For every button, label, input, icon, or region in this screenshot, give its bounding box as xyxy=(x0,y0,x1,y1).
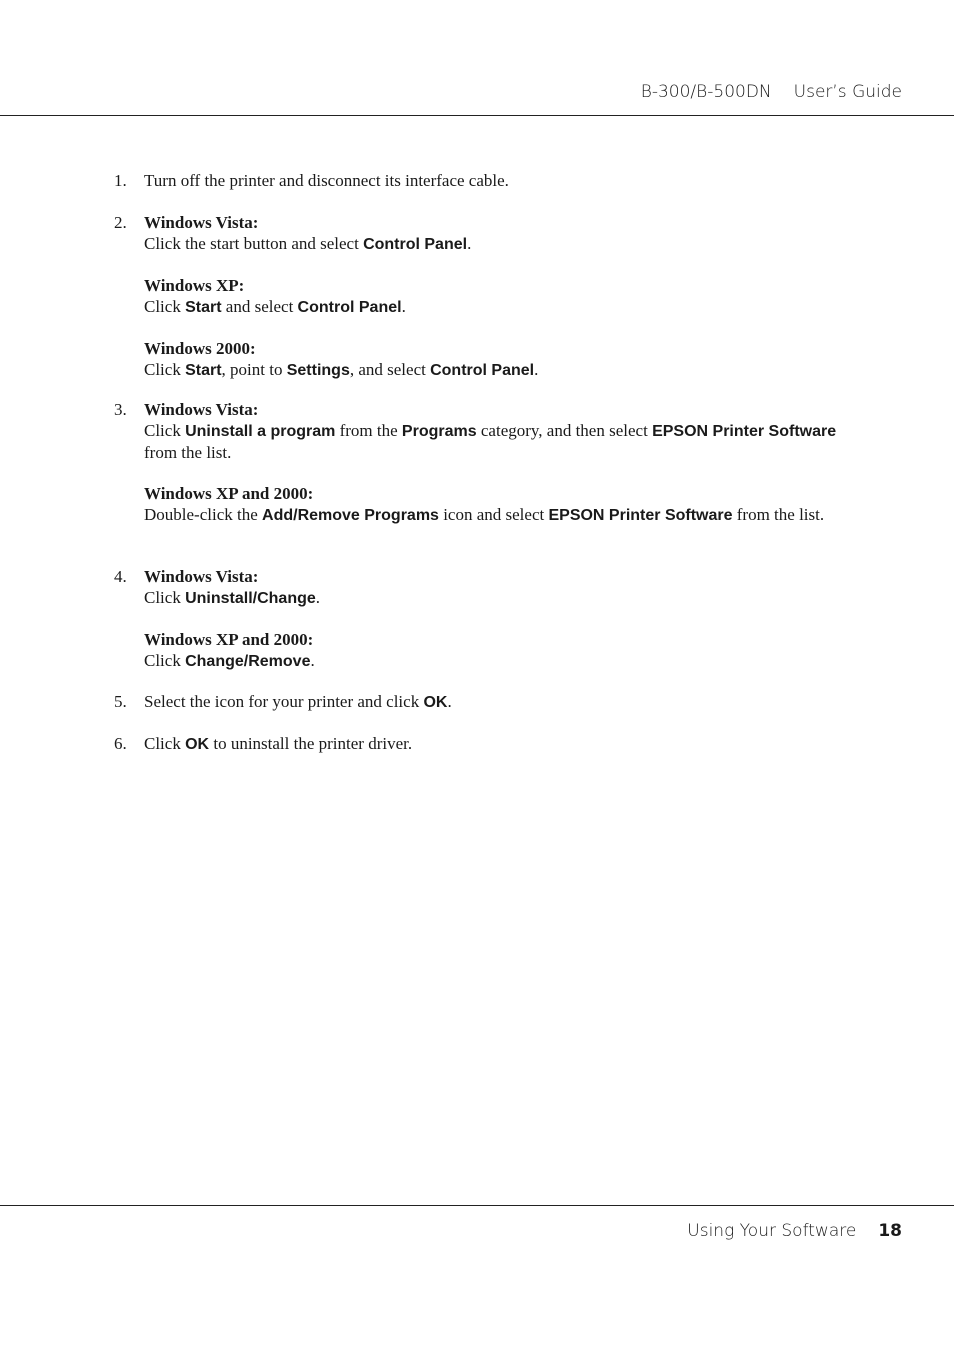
instruction-text: Click xyxy=(144,297,186,316)
ui-term: Settings xyxy=(286,362,350,379)
instruction-text: from the list. xyxy=(144,443,232,462)
xp-instructions xyxy=(144,629,872,672)
instruction-text: . xyxy=(534,360,539,379)
ui-term: EPSON Printer Software xyxy=(548,507,733,524)
step-3 xyxy=(114,399,872,526)
instruction-text: Click xyxy=(144,360,186,379)
xp-instructions xyxy=(144,275,872,318)
instruction-text: icon and select xyxy=(438,505,549,524)
step-5 xyxy=(114,691,872,713)
instruction-text: Click xyxy=(144,588,186,607)
instruction-text: Double-click the xyxy=(144,505,263,524)
vista-instructions xyxy=(144,212,872,255)
os-heading: Windows XP and 2000: xyxy=(144,484,314,503)
page-header xyxy=(641,82,902,102)
os-heading: Windows XP and 2000: xyxy=(144,630,314,649)
step-number: 4. xyxy=(114,567,127,586)
footer-rule xyxy=(0,1205,954,1206)
step-number: 3. xyxy=(114,400,127,419)
step-2 xyxy=(114,212,872,381)
ui-term: Control Panel xyxy=(297,299,402,316)
instruction-text: , point to xyxy=(221,360,287,379)
step-4 xyxy=(114,566,872,672)
instruction-text: to uninstall the printer driver. xyxy=(209,734,413,753)
instruction-text: , and select xyxy=(349,360,431,379)
header-guide-title: User’s Guide xyxy=(793,82,902,102)
step-text: Turn off the printer and disconnect its interface cable. xyxy=(144,171,509,190)
instruction-text: . xyxy=(467,234,472,253)
ui-term: Uninstall/Change xyxy=(185,590,316,607)
ui-term: Uninstall a program xyxy=(185,423,336,440)
ui-term: OK xyxy=(423,694,448,711)
os-heading: Windows Vista: xyxy=(144,567,259,586)
instruction-text: and select xyxy=(221,297,298,316)
ui-term: EPSON Printer Software xyxy=(652,423,837,440)
step-number: 6. xyxy=(114,734,127,753)
os-heading: Windows 2000: xyxy=(144,339,256,358)
header-model: B-300/B-500DN xyxy=(640,82,772,102)
os-heading: Windows Vista: xyxy=(144,400,259,419)
ui-term: Start xyxy=(185,362,222,379)
instruction-text: category, and then select xyxy=(476,421,653,440)
instruction-text: Select the icon for your printer and click xyxy=(144,692,424,711)
header-rule xyxy=(0,115,954,116)
ui-term: Programs xyxy=(401,423,477,440)
ui-term: Change/Remove xyxy=(185,653,311,670)
footer-section-title: Using Your Software xyxy=(687,1221,857,1241)
instruction-text: . xyxy=(447,692,452,711)
vista-instructions xyxy=(144,399,872,463)
instruction-text: from the xyxy=(335,421,402,440)
instruction-text: Click xyxy=(144,734,186,753)
instruction-text: Click xyxy=(144,651,186,670)
xp-instructions xyxy=(144,483,872,526)
instruction-text: from the list. xyxy=(732,505,825,524)
step-1 xyxy=(114,170,872,191)
vista-instructions xyxy=(144,566,872,609)
step-text xyxy=(144,691,872,713)
instruction-text: . xyxy=(315,588,321,607)
step-number: 5. xyxy=(114,692,127,711)
page-number: 18 xyxy=(878,1221,902,1241)
w2k-instructions xyxy=(144,338,872,381)
ui-term: Control Panel xyxy=(363,236,468,253)
instruction-text: Click the start button and select xyxy=(144,234,364,253)
step-number: 2. xyxy=(114,213,127,232)
instruction-text: . xyxy=(310,651,315,670)
ui-term: Control Panel xyxy=(430,362,535,379)
step-number: 1. xyxy=(114,171,127,190)
instruction-text: Click xyxy=(144,421,186,440)
instruction-text: . xyxy=(401,297,406,316)
ui-term: OK xyxy=(185,736,210,753)
step-text xyxy=(144,733,872,755)
os-heading: Windows XP: xyxy=(144,276,245,295)
ui-term: Start xyxy=(185,299,222,316)
ui-term: Add/Remove Programs xyxy=(262,507,439,524)
os-heading: Windows Vista: xyxy=(144,213,259,232)
page-footer xyxy=(687,1221,902,1241)
step-6 xyxy=(114,733,872,755)
